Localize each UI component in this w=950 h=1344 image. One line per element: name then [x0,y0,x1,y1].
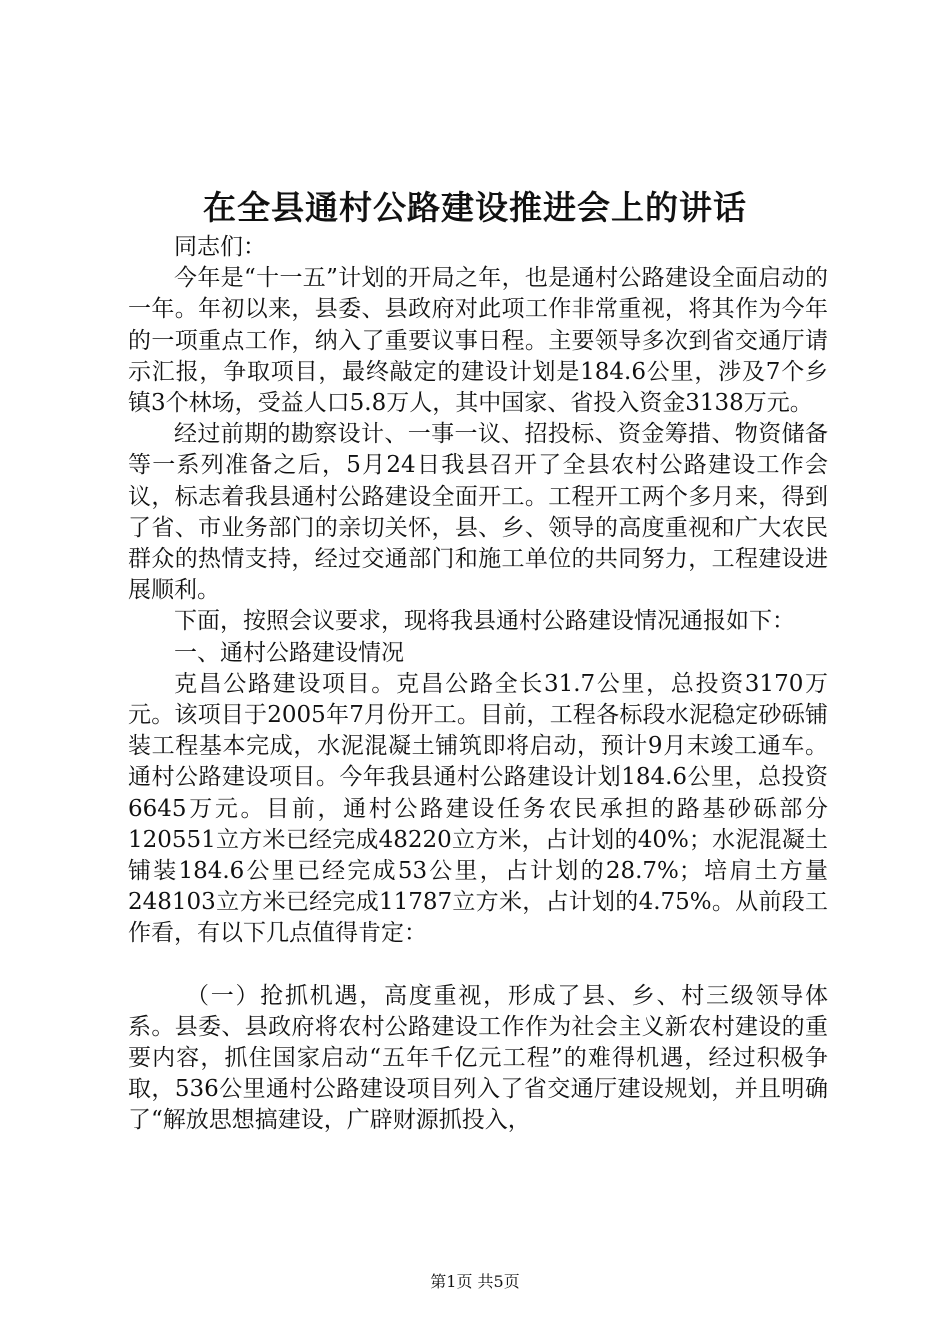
paragraph: 经过前期的勘察设计、一事一议、招投标、资金筹措、物资储备等一系列准备之后，5月24日我县召开了全县农村公路建设工作会议，标志着我县通村公路建设全面开工。工程开工两个多月来，得到了省、市业务部门的亲切关怀，县、乡、领导的高度重视和广大农民群众的热情支持，经过交通部门和施工单位的共同努力，工程建设进展顺利。 [128,421,828,604]
salutation: 同志们： [174,234,266,260]
paragraph: 今年是“十一五”计划的开局之年，也是通村公路建设全面启动的一年。年初以来，县委、县政府对此项工作非常重视，将其作为今年的一项重点工作，纳入了重要议事日程。主要领导多次到省交通厅请示汇报，争取项目，最终敲定的建设计划是184.6公里，涉及7个乡镇3个林场，受益人口5.8万人，其中国家、省投入资金3138万元。 [128,265,828,417]
page-footer: 第1页 共5页 [430,1272,520,1291]
document-body [128,232,828,1137]
page-title: 在全县通村公路建设推进会上的讲话 [203,188,747,227]
paragraph: 下面，按照会议要求，现将我县通村公路建设情况通报如下： [174,608,795,635]
paragraph: （一）抢抓机遇，高度重视，形成了县、乡、村三级领导体系。县委、县政府将农村公路建设工作作为社会主义新农村建设的重要内容，抓住国家启动“五年千亿元工程”的难得机遇，经过积极争取，536公里通村公路建设项目列入了省交通厅建设规划，并且明确了“解放思想搞建设，广辟财源抓投入， [128,982,828,1134]
paragraph: 克昌公路建设项目。克昌公路全长31.7公里，总投资3170万元。该项目于2005年7月份开工。目前，工程各标段水泥稳定砂砾铺装工程基本完成，水泥混凝土铺筑即将启动，预计9月末竣工通车。通村公路建设项目。今年我县通村公路建设计划184.6公里，总投资6645万元。目前，通村公路建设任务农民承担的路基砂砾部分120551立方米已经完成48220立方米，占计划的40%；水泥混凝土铺装184.6公里已经完成53公里，占计划的28.7%；培肩土方量248103立方米已经完成11787立方米，占计划的4.75%。从前段工作看，有以下几点值得肯定： [128,670,828,947]
section-heading: 一、通村公路建设情况 [174,639,404,666]
